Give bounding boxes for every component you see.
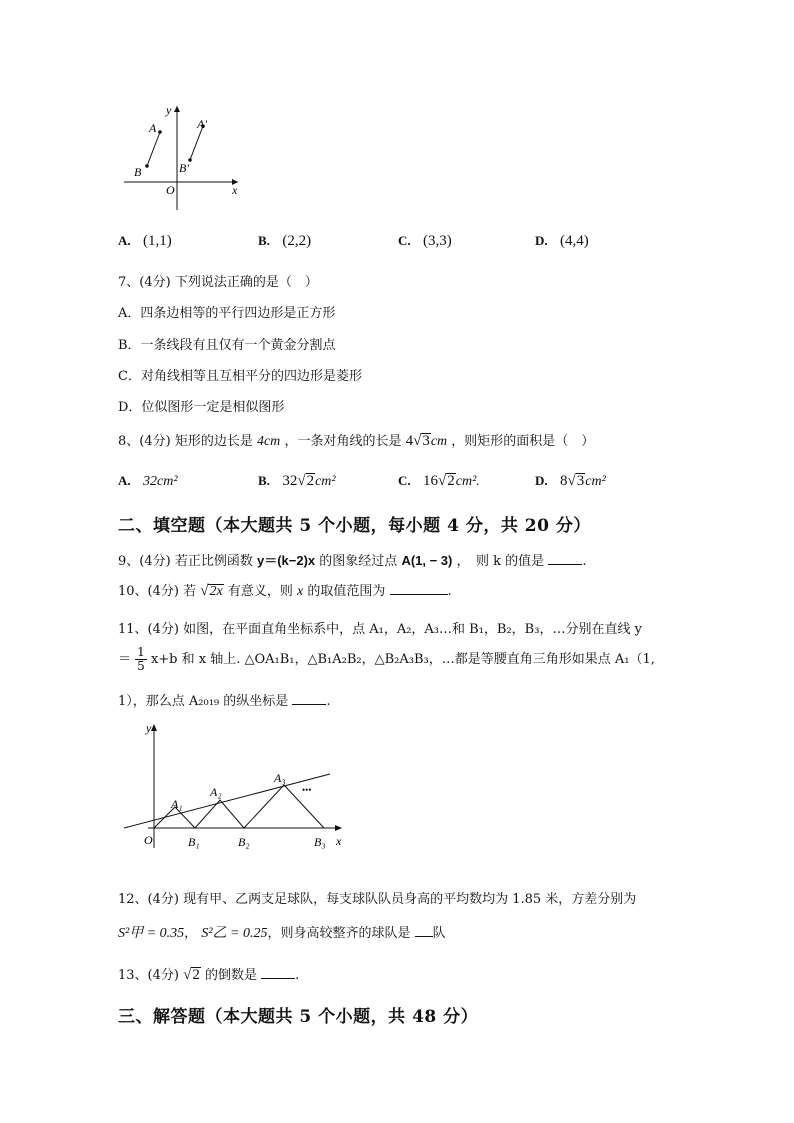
section-solutions-title: 三、解答题（本大题共 5 个小题，共 48 分）	[118, 1007, 479, 1027]
fig2-label-a3: A₃	[274, 771, 286, 785]
q8-option-a[interactable]: A. 32cm²	[118, 473, 178, 489]
q8-option-c[interactable]: C. 16√2cm².	[398, 473, 480, 489]
q6-option-b[interactable]: B. (2,2)	[258, 233, 312, 249]
q8-option-d[interactable]: D. 8√3cm²	[535, 473, 606, 489]
q7-option-c[interactable]: C．对角线相等且互相平分的四边形是菱形	[118, 369, 362, 384]
fig1-label-a: A	[149, 121, 157, 135]
q7-option-a[interactable]: A．四条边相等的平行四边形是正方形	[118, 306, 336, 321]
q13-answer-blank[interactable]	[261, 966, 295, 979]
fig2-label-b3: B₃	[314, 835, 326, 849]
fig1-label-a-prime: A'	[197, 117, 207, 131]
fig2-label-o: O	[144, 833, 153, 847]
q12-line2: S²甲 = 0.35， S²乙 = 0.25，则身高较整齐的球队是 队	[118, 926, 446, 941]
fig1-label-x: x	[232, 183, 238, 197]
q12-line1: 12、(4分) 现有甲、乙两支足球队，每支球队队员身高的平均数均为 1.85 米，方差分别为	[118, 892, 637, 907]
q7-stem: 7、(4分) 下列说法正确的是（ ）	[118, 275, 318, 290]
fig1-label-o: O	[166, 183, 175, 197]
fig2-ellipsis: •••	[302, 785, 312, 795]
q13: 13、(4分) √2 的倒数是 .	[118, 967, 300, 983]
q12-answer-blank[interactable]	[415, 924, 433, 937]
q7-option-b[interactable]: B．一条线段有且仅有一个黄金分割点	[118, 338, 336, 353]
fig1-label-b: B	[134, 165, 142, 179]
fig2-label-b1: B₁	[188, 835, 200, 849]
section-fill-in-title: 二、填空题（本大题共 5 个小题，每小题 4 分，共 20 分）	[118, 516, 591, 536]
q6-option-a[interactable]: A. (1,1)	[118, 233, 172, 249]
fig2-label-a1: A₁	[171, 797, 183, 811]
q6-option-d[interactable]: D. (4,4)	[535, 233, 589, 249]
q11-line1: 11、(4分) 如图，在平面直角坐标系中，点 A₁，A₂，A₃…和 B₁，B₂，B₃，…分别在直线 y	[118, 622, 642, 637]
figure-translation	[120, 102, 250, 214]
fig2-label-b2: B₂	[238, 835, 250, 849]
q11-line2: ＝ $\frac{1}{5}$ x+b 和 x 轴上. △OA₁B₁，△B₁A₂B₂，△B₂A₃B₃，…都是等腰直角三角形如果点 A₁（1,	[118, 645, 655, 673]
q8-stem: 8、(4分) 矩形的边长是 4cm ，一条对角线的长是 4√3cm ，则矩形的面积是（ ）	[118, 433, 595, 449]
q11-fraction: $\frac{1}{5}$	[137, 645, 145, 673]
q10: 10、(4分) 若 √2x 有意义，则 x 的取值范围为 .	[118, 583, 452, 599]
fig2-label-y: y	[146, 721, 152, 735]
q8-option-b[interactable]: B. 32√2cm²	[258, 473, 336, 489]
q7-option-d[interactable]: D．位似图形一定是相似图形	[118, 400, 285, 415]
q11-line3: 1），那么点 A₂₀₁₉ 的纵坐标是 .	[118, 694, 331, 709]
fig1-label-y: y	[166, 103, 172, 117]
figure-triangles	[118, 718, 358, 853]
fig2-label-x: x	[336, 834, 342, 848]
fig2-label-a2: A₂	[210, 785, 222, 799]
q9: 9、(4分) 若正比例函数 y＝(k−2)x 的图象经过点 A(1, − 3) ， 则 k 的值是 .	[118, 553, 587, 569]
q6-option-c[interactable]: C. (3,3)	[398, 233, 452, 249]
q11-answer-blank[interactable]	[292, 692, 326, 705]
q10-answer-blank[interactable]	[390, 582, 448, 595]
q9-answer-blank[interactable]	[548, 552, 582, 565]
fig1-label-b-prime: B'	[179, 161, 189, 175]
